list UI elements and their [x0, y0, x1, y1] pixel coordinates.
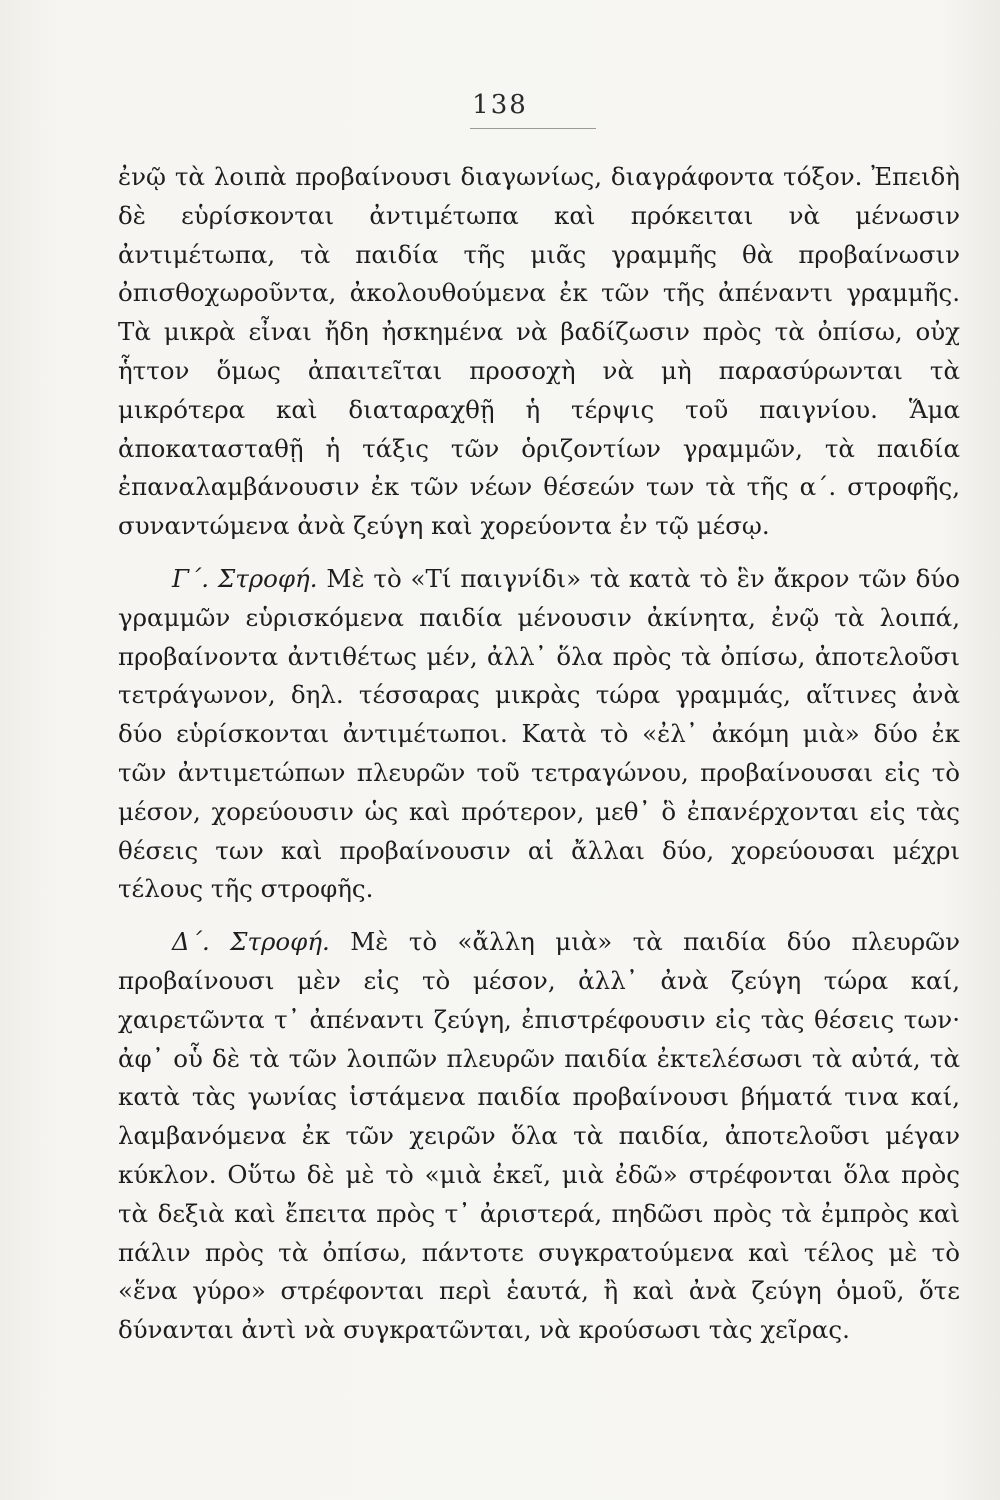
- paragraph-3-heading: Δ΄. Στροφή.: [172, 927, 330, 957]
- paragraph-3-text: Μὲ τὸ «ἄλλη μιὰ» τὰ παιδία δύο πλευρῶν προβαίνουσι μὲν εἰς τὸ μέσον, ἀλλ᾽ ἀνὰ ζεύγη τώρα καί, χαιρετῶντα τ᾽ ἀπέναντι ζεύγη, ἐπιστρέφουσιν εἰς τὰς θέσεις των· ἀφ᾽ οὗ δὲ τὰ τῶν λοιπῶν πλευρῶν παιδία ἐκτελέσωσι τὰ αὐτά, τὰ κατὰ τὰς γωνίας ἱστάμενα παιδία προβαίνουσι βήματά τινα καί, λαμβανόμενα ἐκ τῶν χειρῶν ὅλα τὰ παιδία, ἀποτελοῦσι μέγαν κύκλον. Οὕτω δὲ μὲ τὸ «μιὰ ἐκεῖ, μιὰ ἐδῶ» στρέφονται ὅλα πρὸς τὰ δεξιὰ καὶ ἔπειτα πρὸς τ᾽ ἀριστερά, πηδῶσι πρὸς τὰ ἐμπρὸς καὶ πάλιν πρὸς τὰ ὀπίσω, πάντοτε συγκρατούμενα καὶ τέλος μὲ τὸ «ἕνα γύρο» στρέφονται περὶ ἑαυτά, ἢ καὶ ἀνὰ ζεύγη ὁμοῦ, ὅτε δύνανται ἀντὶ νὰ συγκρατῶνται, νὰ κρούσωσι τὰς χεῖρας.: [118, 927, 961, 1345]
- paragraph-1: [118, 158, 960, 546]
- paragraph-1-text: ἐνῷ τὰ λοιπὰ προβαίνουσι διαγωνίως, διαγράφοντα τόξον. Ἐπειδὴ δὲ εὑρίσκονται ἀντιμέτωπα καὶ πρόκειται νὰ μένωσιν ἀντιμέτωπα, τὰ παιδία τῆς μιᾶς γραμμῆς θὰ προβαίνωσιν ὀπισθοχωροῦντα, ἀκολουθούμενα ἐκ τῶν τῆς ἀπέναντι γραμμῆς. Τὰ μικρὰ εἶναι ἤδη ἠσκημένα νὰ βαδίζωσιν πρὸς τὰ ὀπίσω, οὐχ ἧττον ὅμως ἀπαιτεῖται προσοχὴ νὰ μὴ παρασύρωνται τὰ μικρότερα καὶ διαταραχθῇ ἡ τέρψις τοῦ παιγνίου. Ἅμα ἀποκατασταθῇ ἡ τάξις τῶν ὁριζοντίων γραμμῶν, τὰ παιδία ἐπαναλαμβάνουσιν ἐκ τῶν νέων θέσεών των τὰ τῆς α΄. στροφῆς, συναντώμενα ἀνὰ ζεύγη καὶ χορεύοντα ἐν τῷ μέσῳ.: [118, 162, 960, 541]
- page-number: 138: [472, 90, 528, 120]
- paragraph-2-text: Μὲ τὸ «Τί παιγνίδι» τὰ κατὰ τὸ ἓν ἄκρον τῶν δύο γραμμῶν εὑρισκόμενα παιδία μένουσιν ἀκίνητα, ἐνῷ τὰ λοιπά, προβαίνοντα ἀντιθέτως μέν, ἀλλ᾽ ὅλα πρὸς τὰ ὀπίσω, ἀποτελοῦσι τετράγωνον, δηλ. τέσσαρας μικρὰς τώρα γραμμάς, αἵτινες ἀνὰ δύο εὑρίσκονται ἀντιμέτωποι. Κατὰ τὸ «ἐλ᾽ ἀκόμη μιὰ» δύο ἐκ τῶν ἀντιμετώπων πλευρῶν τοῦ τετραγώνου, προβαίνουσαι εἰς τὸ μέσον, χορεύουσιν ὡς καὶ πρότερον, μεθ᾽ ὃ ἐπανέρχονται εἰς τὰς θέσεις των καὶ προβαίνουσιν αἱ ἄλλαι δύο, χορεύουσαι μέχρι τέλους τῆς στροφῆς.: [118, 563, 960, 904]
- body-text: [118, 158, 960, 1350]
- paragraph-2-heading: Γ΄. Στροφή.: [172, 563, 318, 593]
- header-rule: [470, 128, 596, 129]
- paragraph-3: [118, 923, 960, 1350]
- paragraph-2: [118, 560, 960, 909]
